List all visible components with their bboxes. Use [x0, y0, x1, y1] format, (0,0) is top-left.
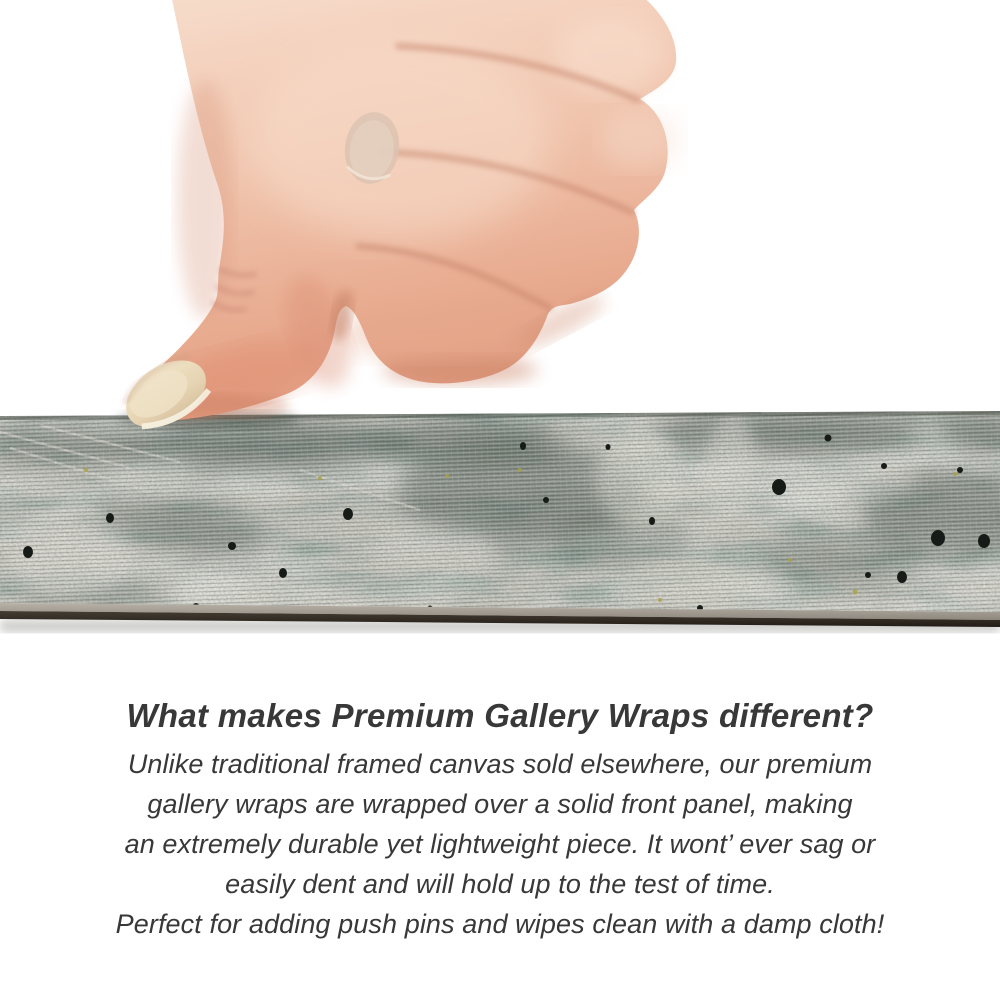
- caption-line-5: Perfect for adding push pins and wipes clean with a damp cloth!: [115, 909, 885, 939]
- hand-photo: [114, 0, 680, 441]
- caption-line-1: Unlike traditional framed canvas sold elsewhere, our premium: [127, 749, 873, 779]
- caption-block: [0, 694, 1000, 944]
- caption-title: What makes Premium Gallery Wraps different?: [126, 697, 874, 734]
- caption-line-3: an extremely durable yet lightweight piece. It wont’ ever sag or: [124, 829, 876, 859]
- caption-line-2: gallery wraps are wrapped over a solid front panel, making: [147, 789, 853, 819]
- canvas-strip: [0, 405, 1000, 627]
- caption-line-4: easily dent and will hold up to the test of time.: [225, 869, 775, 899]
